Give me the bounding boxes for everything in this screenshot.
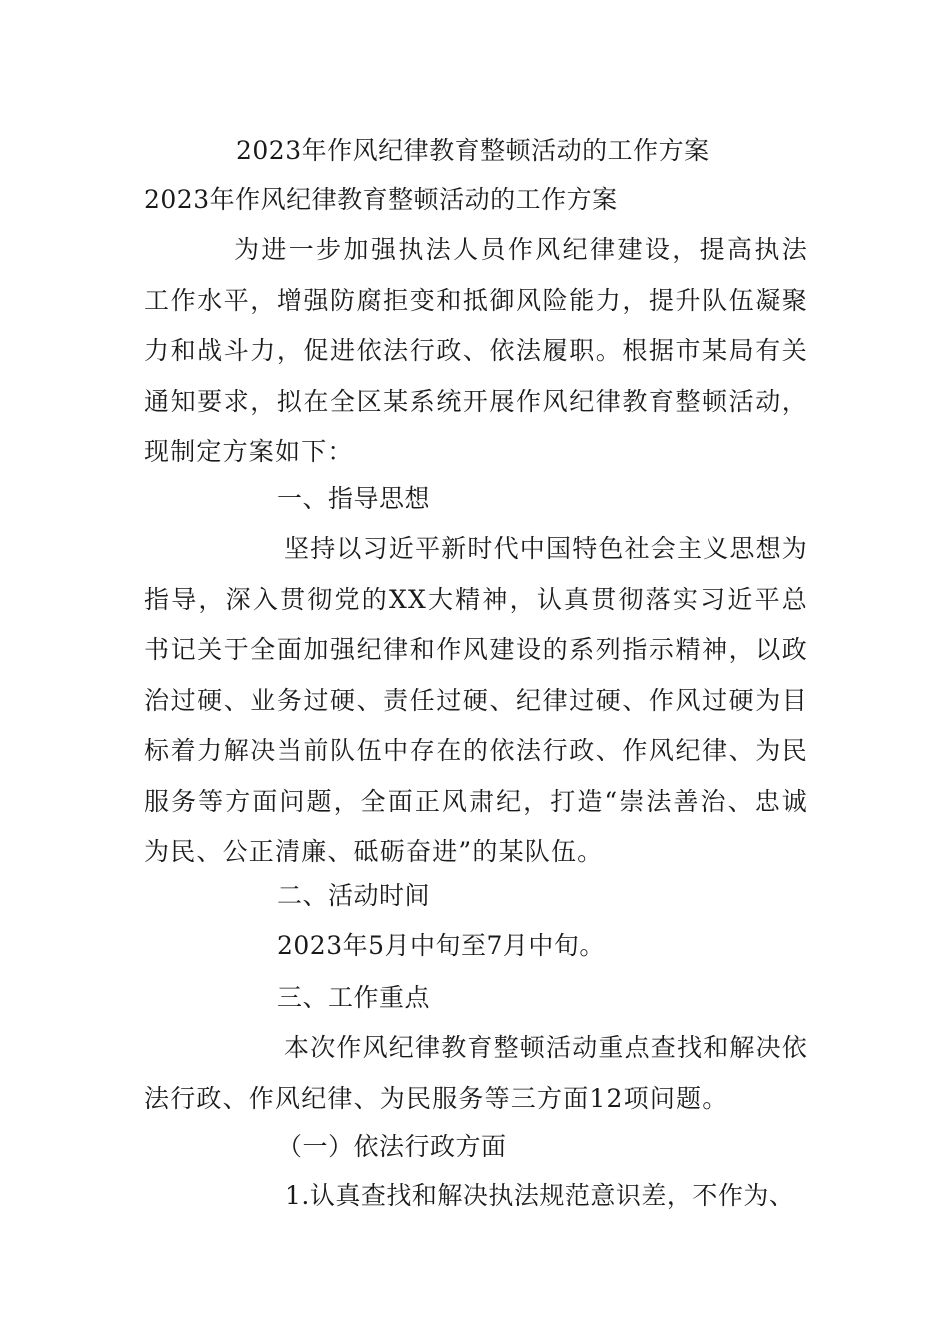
work-focus-paragraph: 本次作风纪律教育整顿活动重点查找和解决依法行政、作风纪律、为民服务等三方面12项问题。 — [144, 1033, 809, 1113]
intro-paragraph: 为进一步加强执法人员作风纪律建设，提高执法工作水平，增强防腐拒变和抵御风险能力，提升队伍凝聚力和战斗力，促进依法行政、依法履职。根据市某局有关通知要求，拟在全区某系统开展作风纪律教育整顿活动，现制定方案如下： — [144, 235, 808, 466]
document-subtitle: 2023年作风纪律教育整顿活动的工作方案 — [144, 185, 618, 214]
subsection-heading-lawful-administration: （一）依法行政方面 — [277, 1132, 507, 1161]
section-heading-work-focus: 三、工作重点 — [277, 983, 431, 1012]
section-heading-guiding-thought: 一、指导思想 — [277, 484, 431, 513]
activity-time-text: 2023年5月中旬至7月中旬。 — [277, 931, 605, 960]
list-item-1: 1.认真查找和解决执法规范意识差，不作为、 — [285, 1181, 795, 1210]
section-heading-activity-time: 二、活动时间 — [277, 881, 431, 910]
guiding-thought-paragraph: 坚持以习近平新时代中国特色社会主义思想为指导，深入贯彻党的XX大精神，认真贯彻落实习近平总书记关于全面加强纪律和作风建设的系列指示精神，以政治过硬、业务过硬、责任过硬、纪律过硬、作风过硬为目标着力解决当前队伍中存在的依法行政、作风纪律、为民服务等方面问题，全面正风肃纪，打造“崇法善治、忠诚为民、公正清廉、砥砺奋进”的某队伍。 — [144, 534, 809, 866]
document-title: 2023年作风纪律教育整顿活动的工作方案 — [236, 136, 710, 165]
